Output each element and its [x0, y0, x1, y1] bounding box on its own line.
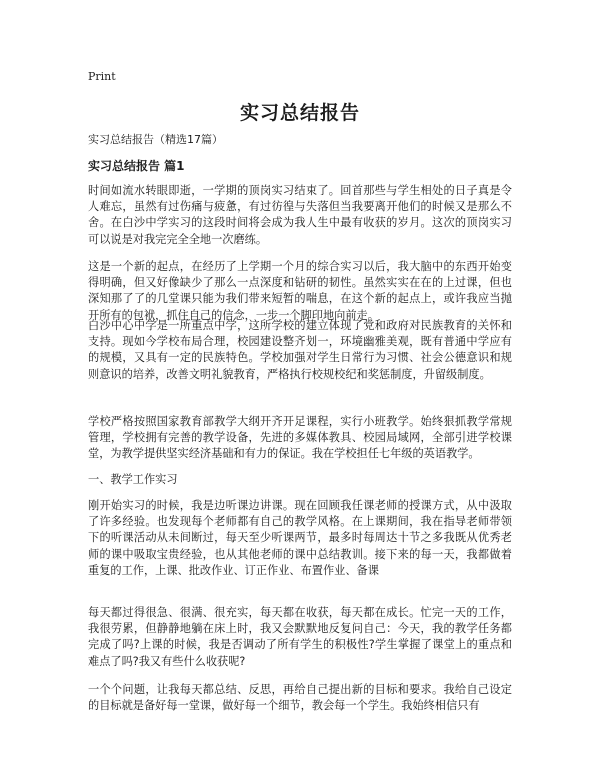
paragraph: 刚开始实习的时候，我是边听课边讲课。现在回顾我任课老师的授课方式，从中汲取了许多经验。也发现每个老师都有自己的教学风格。在上课期间，我在指导老师带领下的听课活动从未间断过，每天至少听课两节，最多时每周达十节之多我既从优秀老师的课中吸取宝贵经验，也从其他老师的课中总结教训。接下来的每一天，我都做着重复的工作，上课、批改作业、订正作业、布置作业、备课 [88, 499, 512, 577]
paragraph: 学校严格按照国家教育部教学大纲开齐开足课程，实行小班教学。始终狠抓教学常规管理，学校拥有完善的教学设备，先进的多媒体教具、校园局域网，全部引进学校课堂，为教学提供坚实经济基础和有力的保证。我在学校担任七年级的英语教学。 [88, 415, 512, 461]
subsection-heading: 一、教学工作实习 [88, 473, 178, 486]
paragraph: 每天都过得很急、很满、很充实，每天都在收获，每天都在成长。忙完一天的工作，我很劳累，但静静地躺在床上时，我又会默默地反复问自己：今天，我的教学任务都完成了吗?上课的时候，我是否调动了所有学生的积极性?学生掌握了课堂上的重点和难点了吗?我又有些什么收获呢? [88, 606, 512, 668]
print-link[interactable]: Print [88, 70, 116, 83]
paragraph: 这是一个新的起点，在经历了上学期一个月的综合实习以后，我大脑中的东西开始变得明确，但又好像缺少了那么一点深度和钻研的韧性。虽然实实在在的上过课，但也深知那了了的几堂课只能为我们带来短暂的喘息，在这个新的起点上，或许我应当抛开所有的包袱，抓住自己的信念，一步一个脚印地向前走。 [88, 260, 512, 322]
paragraph: 白沙中心中学是一所重点中学，这所学校的建立体现了党和政府对民族教育的关怀和支持。现如今学校布局合理，校园建设整齐划一，环境幽雅美观，既有普通中学应有的规模，又具有一定的民族特色。学校加强对学生日常行为习惯、社会公德意识和规则意识的培养，改善文明礼貌教育，严格执行校规校纪和奖惩制度，升留级制度。 [88, 319, 512, 381]
section-heading: 实习总结报告 篇1 [88, 159, 185, 173]
paragraph: 一个个问题，让我每天都总结、反思，再给自己提出新的目标和要求。我给自己设定的目标就是备好每一堂课，做好每一个细节，教会每一个学生。我始终相信只有 [88, 683, 512, 713]
document-title: 实习总结报告 [239, 102, 360, 124]
paragraph: 时间如流水转眼即逝，一学期的顶岗实习结束了。回首那些与学生相处的日子真是令人难忘，虽然有过伤痛与疲惫，有过彷徨与失落但当我要离开他们的时候又是那么不舍。在白沙中学实习的这段时间将会成为我人生中最有收获的岁月。这次的顶岗实习可以说是对我完完全全地一次磨练。 [88, 184, 512, 246]
document-subtitle: 实习总结报告（精选17篇） [88, 133, 223, 146]
